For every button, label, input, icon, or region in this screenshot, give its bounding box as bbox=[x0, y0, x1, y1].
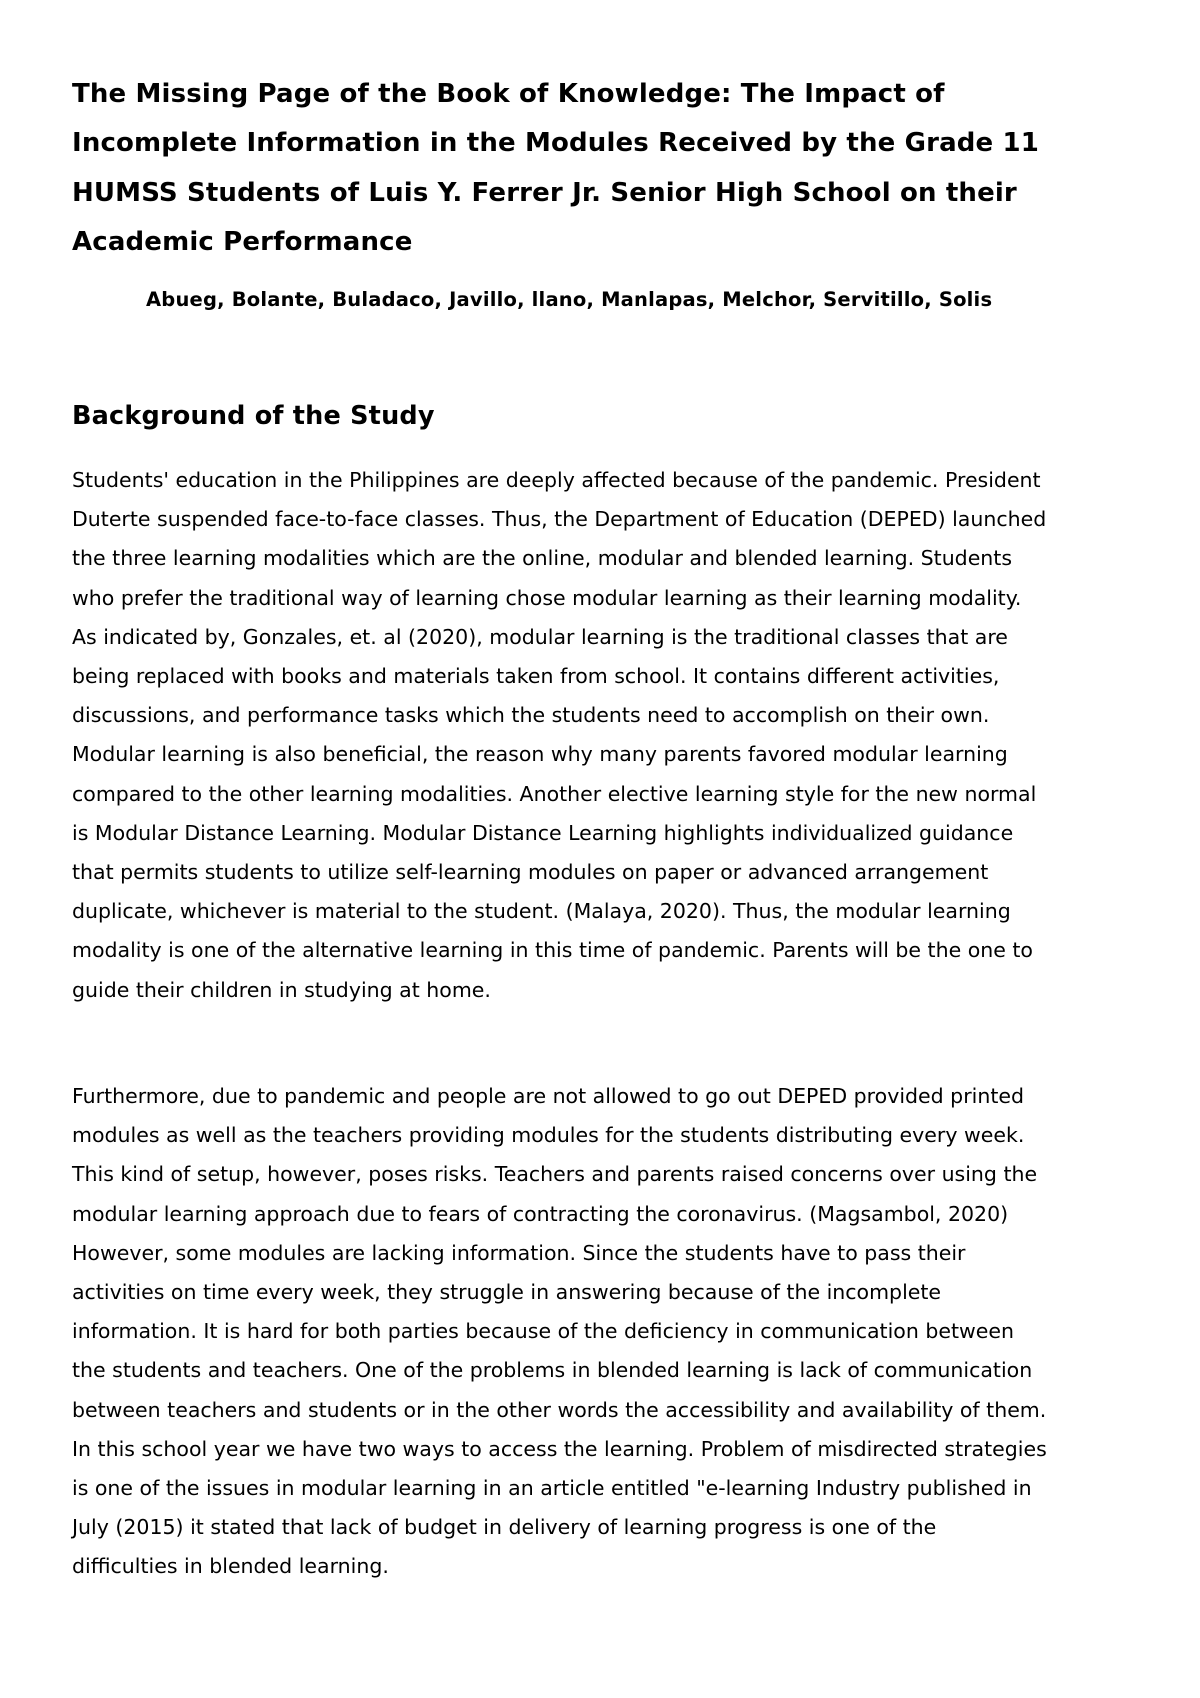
title-line: Incomplete Information in the Modules Received by the Grade 11 bbox=[72, 128, 1040, 159]
title-line: The Missing Page of the Book of Knowledge: The Impact of bbox=[72, 79, 945, 109]
text-line: However, some modules are lacking information. Since the students have to pass their bbox=[72, 1240, 966, 1265]
paragraph-2 bbox=[72, 1077, 1142, 1587]
text-line: compared to the other learning modalities. Another elective learning style for the new normal bbox=[72, 781, 1037, 806]
text-line: modules as well as the teachers providing modules for the students distributing every week. bbox=[72, 1123, 1025, 1148]
paragraph-1 bbox=[72, 461, 1142, 1010]
author-list: Abueg, Bolante, Buladaco, Javillo, llano, Manlapas, Melchor, Servitillo, Solis bbox=[146, 288, 993, 311]
text-line: duplicate, whichever is material to the student. (Malaya, 2020). Thus, the modular learning bbox=[72, 899, 1011, 924]
text-line: Duterte suspended face-to-face classes. Thus, the Department of Education (DEPED) launched bbox=[72, 507, 1047, 532]
text-line: modular learning approach due to fears of contracting the coronavirus. (Magsambol, 2020) bbox=[72, 1201, 1009, 1226]
text-line: This kind of setup, however, poses risks. Teachers and parents raised concerns over using the bbox=[72, 1162, 1038, 1187]
section-heading: Background of the Study bbox=[72, 401, 435, 431]
text-line: activities on time every week, they struggle in answering because of the incomplete bbox=[72, 1280, 942, 1305]
text-line: is one of the issues in modular learning in an article entitled "e-learning Industry published in bbox=[72, 1476, 1032, 1501]
text-line: July (2015) it stated that lack of budget in delivery of learning progress is one of the bbox=[72, 1515, 937, 1540]
paper-title bbox=[72, 70, 1152, 267]
text-line: guide their children in studying at home. bbox=[72, 977, 491, 1002]
text-line: Modular learning is also beneficial, the reason why many parents favored modular learning bbox=[72, 742, 1008, 767]
text-line: As indicated by, Gonzales, et. al (2020), modular learning is the traditional classes that are bbox=[72, 624, 1008, 649]
text-line: information. It is hard for both parties because of the deficiency in communication between bbox=[72, 1319, 1014, 1344]
text-line: that permits students to utilize self-learning modules on paper or advanced arrangement bbox=[72, 860, 989, 885]
title-line: HUMSS Students of Luis Y. Ferrer Jr. Senior High School on their bbox=[72, 177, 1017, 208]
text-line: the three learning modalities which are the online, modular and blended learning. Students bbox=[72, 546, 1013, 571]
text-line: between teachers and students or in the other words the accessibility and availability of them. bbox=[72, 1397, 1047, 1422]
text-line: difficulties in blended learning. bbox=[72, 1554, 389, 1579]
text-line: discussions, and performance tasks which the students need to accomplish on their own. bbox=[72, 703, 990, 728]
text-line: the students and teachers. One of the problems in blended learning is lack of communication bbox=[72, 1358, 1033, 1383]
text-line: who prefer the traditional way of learning chose modular learning as their learning modality. bbox=[72, 585, 1022, 610]
text-line: Furthermore, due to pandemic and people are not allowed to go out DEPED provided printed bbox=[72, 1084, 1024, 1108]
text-line: In this school year we have two ways to access the learning. Problem of misdirected strategies bbox=[72, 1436, 1047, 1461]
text-line: being replaced with books and materials taken from school. It contains different activities, bbox=[72, 664, 1000, 689]
text-line: Students' education in the Philippines are deeply affected because of the pandemic. President bbox=[72, 468, 1041, 492]
title-line: Academic Performance bbox=[72, 226, 413, 257]
text-line: is Modular Distance Learning. Modular Distance Learning highlights individualized guidance bbox=[72, 820, 1014, 845]
text-line: modality is one of the alternative learning in this time of pandemic. Parents will be the one to bbox=[72, 938, 1033, 963]
